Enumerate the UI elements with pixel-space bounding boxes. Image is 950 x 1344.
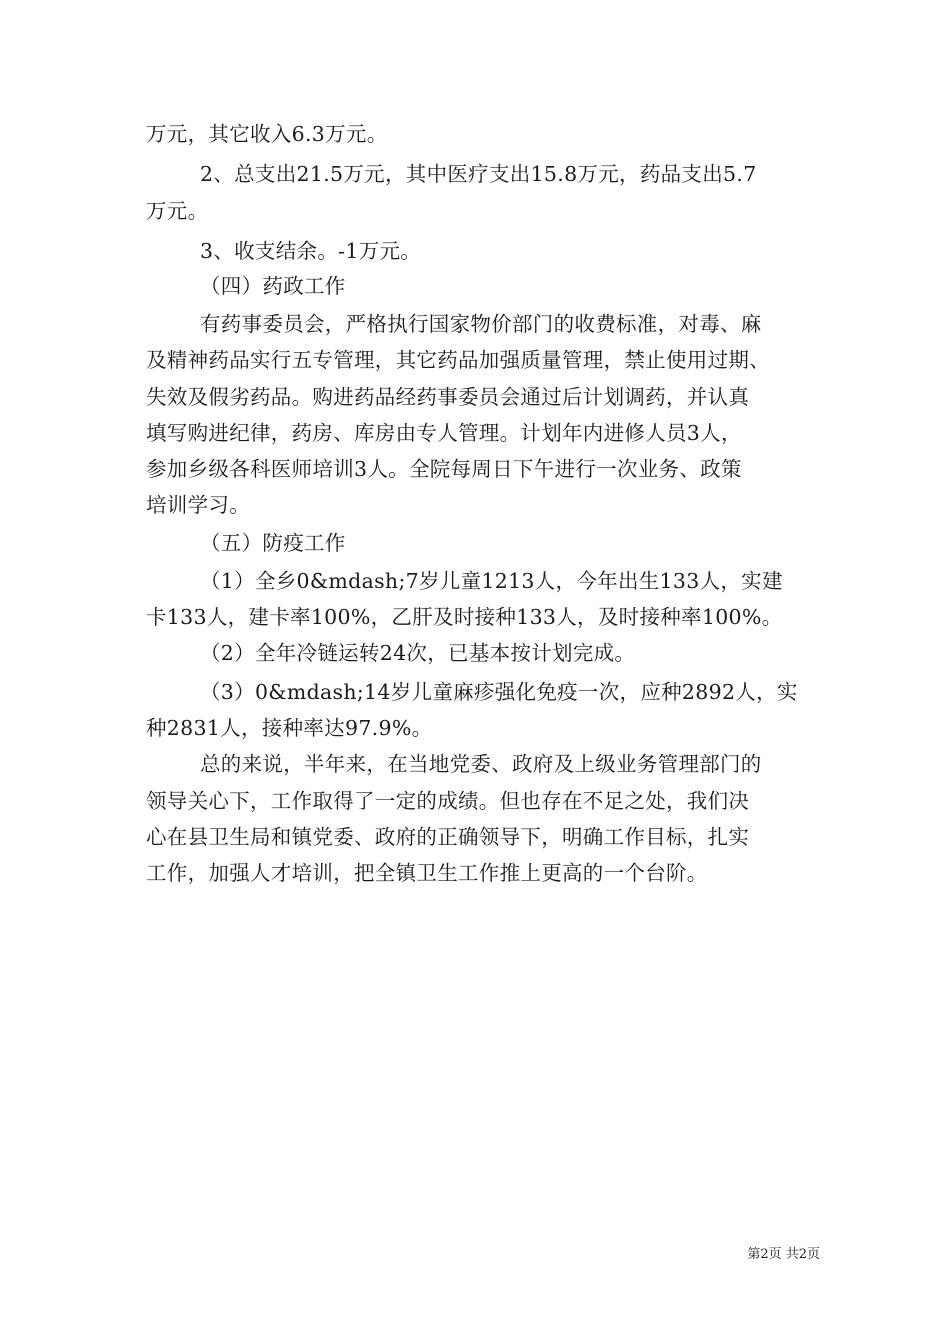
text-line: 万元，其它收入6.3万元。 — [146, 122, 388, 146]
text-line: 工作，加强人才培训，把全镇卫生工作推上更高的一个台阶。 — [146, 861, 708, 885]
text-line: 种2831人，接种率达97.9%。 — [146, 716, 433, 740]
text-line: （3）0&mdash;14岁儿童麻疹强化免疫一次，应种2892人，实 — [200, 680, 798, 704]
text-line: 2、总支出21.5万元，其中医疗支出15.8万元，药品支出5.7 — [200, 162, 757, 186]
page-number: 第2页 共2页 — [747, 1247, 820, 1262]
section-heading: （四）药政工作 — [200, 274, 346, 298]
text-line: 填写购进纪律，药房、库房由专人管理。计划年内进修人员3人， — [146, 421, 742, 445]
text-line: 总的来说，半年来，在当地党委、政府及上级业务管理部门的 — [200, 752, 762, 776]
text-line: 领导关心下，工作取得了一定的成绩。但也存在不足之处，我们决 — [146, 789, 750, 813]
text-line: 及精神药品实行五专管理，其它药品加强质量管理，禁止使用过期、 — [146, 348, 770, 372]
text-line: 心在县卫生局和镇党委、政府的正确领导下，明确工作目标，扎实 — [146, 825, 750, 849]
text-line: 万元。 — [146, 199, 209, 223]
text-line: （2）全年冷链运转24次，已基本按计划完成。 — [200, 641, 636, 665]
text-line: 参加乡级各科医师培训3人。全院每周日下午进行一次业务、政策 — [146, 457, 742, 481]
text-line: 卡133人，建卡率100%，乙肝及时接种133人，及时接种率100%。 — [146, 605, 783, 629]
text-line: （1）全乡0&mdash;7岁儿童1213人，今年出生133人，实建 — [200, 569, 783, 593]
section-heading: （五）防疫工作 — [200, 531, 346, 555]
text-line: 失效及假劣药品。购进药品经药事委员会通过后计划调药，并认真 — [146, 385, 750, 409]
text-line: 有药事委员会，严格执行国家物价部门的收费标准，对毒、麻 — [200, 312, 762, 336]
text-line: 3、收支结余。-1万元。 — [200, 239, 422, 263]
text-line: 培训学习。 — [146, 493, 250, 517]
